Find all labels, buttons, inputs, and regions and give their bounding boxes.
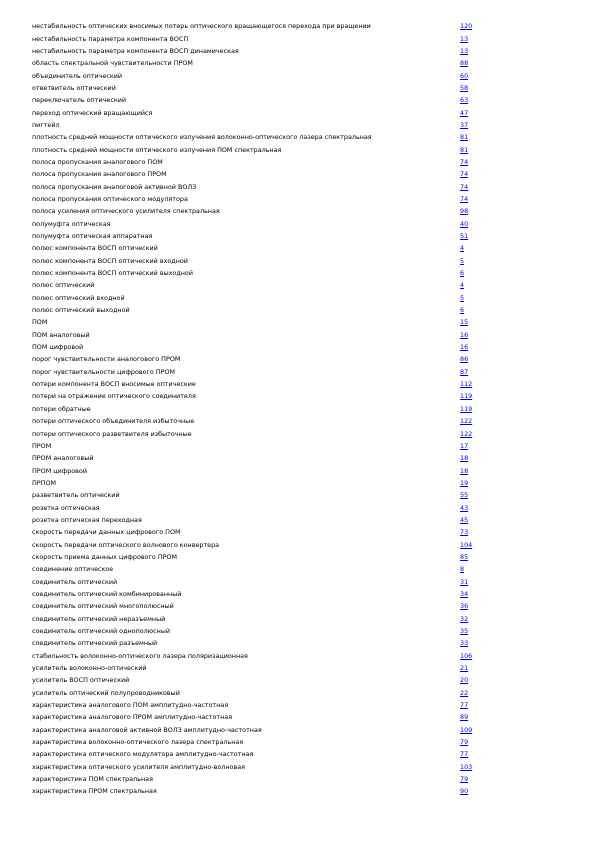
index-term: объединитель оптический	[32, 71, 123, 80]
index-entry	[32, 773, 492, 785]
index-term: полоса пропускания оптического модулятора	[32, 194, 188, 203]
index-list	[32, 20, 492, 798]
page-link[interactable]: 58	[460, 83, 469, 92]
index-entry	[32, 674, 492, 686]
index-term: полюс компонента ВОСП оптический входной	[32, 256, 188, 265]
index-entry	[32, 785, 492, 797]
index-entry	[32, 477, 492, 489]
page-link[interactable]: 77	[460, 701, 469, 710]
page-link[interactable]: 43	[460, 503, 469, 512]
index-term: характеристика волоконно-оптического лазера спектральная	[32, 738, 244, 747]
index-entry	[32, 551, 492, 563]
page-link[interactable]: 35	[460, 627, 469, 636]
index-entry	[32, 193, 492, 205]
index-term: характеристика оптического усилителя амплитудно-волновая	[32, 762, 245, 771]
index-entry	[32, 538, 492, 550]
page-link[interactable]: 79	[460, 738, 469, 747]
index-entry	[32, 205, 492, 217]
index-entry	[32, 489, 492, 501]
page-link[interactable]: 13	[460, 46, 469, 55]
index-term: характеристика аналогового ПРОМ амплитудно-частотная	[32, 713, 233, 722]
page-link[interactable]: 16	[460, 330, 469, 339]
index-entry	[32, 588, 492, 600]
index-term: потери оптического объединителя избыточные	[32, 417, 195, 426]
page-link[interactable]: 21	[460, 664, 469, 673]
index-entry	[32, 625, 492, 637]
index-term: полюс оптический выходной	[32, 306, 130, 315]
index-term: соединитель оптический	[32, 577, 118, 586]
index-term: потери обратные	[32, 404, 91, 413]
page-link[interactable]: 18	[460, 466, 469, 475]
page-link[interactable]: 85	[460, 552, 469, 561]
index-term: ПРОМ	[32, 441, 52, 450]
index-entry	[32, 156, 492, 168]
index-term: характеристика оптического модулятора амплитудно-частотная	[32, 750, 254, 759]
index-entry	[32, 341, 492, 353]
index-entry	[32, 316, 492, 328]
page-link[interactable]: 119	[460, 392, 473, 401]
index-entry	[32, 69, 492, 81]
index-entry	[32, 440, 492, 452]
page-link[interactable]: 120	[460, 22, 473, 31]
index-entry	[32, 304, 492, 316]
index-entry	[32, 711, 492, 723]
page-link[interactable]: 16	[460, 343, 469, 352]
page-link[interactable]: 74	[460, 194, 469, 203]
index-term: полоса пропускания аналоговой активной ВОЛЗ	[32, 182, 197, 191]
index-term: характеристика ПРОМ спектральная	[32, 787, 157, 796]
index-term: нестабильность оптических вносимых потерь оптического вращающегося перехода при вращении	[32, 22, 371, 31]
index-entry	[32, 20, 492, 32]
index-entry	[32, 736, 492, 748]
page-link[interactable]: 55	[460, 491, 469, 500]
page-link[interactable]: 4	[460, 281, 465, 290]
index-term: полюс компонента ВОСП оптический	[32, 244, 158, 253]
index-term: стабильность волоконно-оптического лазера поляризационная	[32, 651, 248, 660]
index-term: плотность средней мощности оптического излучения волоконно-оптического лазера спектральная	[32, 133, 372, 142]
index-entry	[32, 45, 492, 57]
index-term: полюс оптический	[32, 281, 95, 290]
index-term: пигтейл	[32, 120, 60, 129]
page-link[interactable]: 45	[460, 515, 469, 524]
page-link[interactable]: 5	[460, 256, 465, 265]
index-entry	[32, 452, 492, 464]
index-entry	[32, 242, 492, 254]
page-link[interactable]: 86	[460, 355, 469, 364]
page-link[interactable]: 6	[460, 306, 465, 315]
index-term: потери оптического разветвителя избыточные	[32, 429, 192, 438]
index-entry	[32, 613, 492, 625]
index-term: ПРОМ аналоговый	[32, 454, 94, 463]
index-term: переход оптический вращающийся	[32, 108, 153, 117]
index-term: розетка оптическая переходная	[32, 515, 142, 524]
page-link[interactable]: 77	[460, 750, 469, 759]
index-entry	[32, 748, 492, 760]
index-term: усилитель ВОСП оптический	[32, 676, 130, 685]
index-term: соединитель оптический многополюсный	[32, 602, 174, 611]
page-link[interactable]: 36	[460, 602, 469, 611]
index-term: соединение оптическое	[32, 565, 114, 574]
index-entry	[32, 57, 492, 69]
index-entry	[32, 699, 492, 711]
index-entry	[32, 563, 492, 575]
page-link[interactable]: 74	[460, 170, 469, 179]
index-entry	[32, 279, 492, 291]
page-link[interactable]: 81	[460, 145, 469, 154]
index-term: ПОМ аналоговый	[32, 330, 90, 339]
index-entry	[32, 82, 492, 94]
index-entry	[32, 514, 492, 526]
index-term: полоса пропускания аналогового ПОМ	[32, 157, 163, 166]
index-term: полоса пропускания аналогового ПРОМ	[32, 170, 167, 179]
page-link[interactable]: 31	[460, 577, 469, 586]
page-link[interactable]: 47	[460, 108, 469, 117]
index-term: розетка оптическая	[32, 503, 100, 512]
index-term: усилитель оптический полупроводниковый	[32, 688, 180, 697]
index-entry	[32, 106, 492, 118]
page-link[interactable]: 98	[460, 207, 469, 216]
index-term: ПОМ	[32, 318, 48, 327]
page-link[interactable]: 18	[460, 454, 469, 463]
index-term: ПРПОМ	[32, 478, 57, 487]
page-link[interactable]: 5	[460, 293, 465, 302]
index-term: область спектральной чувствительности ПРОМ	[32, 59, 193, 68]
page-link[interactable]: 88	[460, 59, 469, 68]
index-entry	[32, 353, 492, 365]
index-entry	[32, 255, 492, 267]
index-term: потери компонента ВОСП вносимые оптические	[32, 380, 196, 389]
index-term: нестабильность параметра компонента ВОСП динамическая	[32, 46, 239, 55]
index-entry	[32, 329, 492, 341]
page-link[interactable]: 89	[460, 713, 469, 722]
index-term: потери на отражение оптического соединителя	[32, 392, 196, 401]
index-entry	[32, 180, 492, 192]
page-link[interactable]: 17	[460, 441, 469, 450]
index-entry	[32, 119, 492, 131]
index-entry	[32, 403, 492, 415]
index-term: нестабильность параметра компонента ВОСП	[32, 34, 189, 43]
index-term: полюс оптический входной	[32, 293, 125, 302]
index-term: характеристика аналогового ПОМ амплитудно-частотная	[32, 701, 229, 710]
index-entry	[32, 501, 492, 513]
page-link[interactable]: 33	[460, 639, 469, 648]
index-entry	[32, 94, 492, 106]
index-term: порог чувствительности цифрового ПРОМ	[32, 367, 176, 376]
index-entry	[32, 600, 492, 612]
page-link[interactable]: 32	[460, 614, 469, 623]
index-term: характеристика ПОМ спектральная	[32, 775, 153, 784]
page-link[interactable]: 8	[460, 565, 465, 574]
index-entry	[32, 526, 492, 538]
page-link[interactable]: 22	[460, 688, 469, 697]
index-entry	[32, 230, 492, 242]
index-entry	[32, 637, 492, 649]
page-link[interactable]: 106	[460, 651, 473, 660]
index-term: ответвитель оптический	[32, 83, 116, 92]
page-link[interactable]: 122	[460, 417, 473, 426]
index-term: полумуфта оптическая аппаратная	[32, 232, 153, 241]
page-link[interactable]: 112	[460, 380, 473, 389]
index-term: характеристика аналоговой активной ВОЛЗ амплитудно-частотная	[32, 725, 262, 734]
page-link[interactable]: 34	[460, 589, 469, 598]
page-link[interactable]: 81	[460, 133, 469, 142]
page-link[interactable]: 87	[460, 367, 469, 376]
page-link[interactable]: 109	[460, 725, 473, 734]
index-entry	[32, 131, 492, 143]
index-term: ПОМ цифровой	[32, 343, 84, 352]
index-term: порог чувствительности аналогового ПРОМ	[32, 355, 181, 364]
index-entry	[32, 662, 492, 674]
index-entry	[32, 168, 492, 180]
page-link[interactable]: 4	[460, 244, 465, 253]
index-entry	[32, 427, 492, 439]
index-entry	[32, 761, 492, 773]
page-link[interactable]: 60	[460, 71, 469, 80]
page-link[interactable]: 15	[460, 318, 469, 327]
page-link[interactable]: 51	[460, 232, 469, 241]
index-entry	[32, 143, 492, 155]
index-term: полюс компонента ВОСП оптический выходной	[32, 269, 193, 278]
index-term: соединитель оптический неразъемный	[32, 614, 166, 623]
index-term: полумуфта оптическая	[32, 219, 111, 228]
page-link[interactable]: 19	[460, 478, 469, 487]
page-link[interactable]: 74	[460, 182, 469, 191]
index-term: соединитель оптический однополюсный	[32, 627, 171, 636]
page-link[interactable]: 40	[460, 219, 469, 228]
index-entry	[32, 575, 492, 587]
index-term: скорость передачи данных цифрового ПОМ	[32, 528, 181, 537]
page-link[interactable]: 104	[460, 540, 473, 549]
page-link[interactable]: 37	[460, 120, 469, 129]
index-entry	[32, 415, 492, 427]
page-link[interactable]: 119	[460, 404, 473, 413]
page-link[interactable]: 20	[460, 676, 469, 685]
index-term: плотность средней мощности оптического излучения ПОМ спектральная	[32, 145, 282, 154]
index-entry	[32, 218, 492, 230]
index-term: усилитель волоконно-оптический	[32, 664, 147, 673]
index-term: скорость передачи оптического волнового конвертера	[32, 540, 220, 549]
index-entry	[32, 292, 492, 304]
page-link[interactable]: 90	[460, 787, 469, 796]
index-term: полоса усиления оптического усилителя спектральная	[32, 207, 220, 216]
page-link[interactable]: 13	[460, 34, 469, 43]
index-entry	[32, 378, 492, 390]
index-entry	[32, 390, 492, 402]
index-entry	[32, 724, 492, 736]
page-link[interactable]: 79	[460, 775, 469, 784]
index-entry	[32, 650, 492, 662]
page-link[interactable]: 103	[460, 762, 473, 771]
index-entry	[32, 366, 492, 378]
page-link[interactable]: 74	[460, 157, 469, 166]
page-link[interactable]: 122	[460, 429, 473, 438]
index-term: разветвитель оптический	[32, 491, 120, 500]
index-term: соединитель оптический разъемный	[32, 639, 158, 648]
index-term: скорость приема данных цифрового ПРОМ	[32, 552, 178, 561]
page-link[interactable]: 6	[460, 269, 465, 278]
index-entry	[32, 464, 492, 476]
index-entry	[32, 32, 492, 44]
page-link[interactable]: 63	[460, 96, 469, 105]
index-entry	[32, 687, 492, 699]
index-term: соединитель оптический комбинированный	[32, 589, 182, 598]
index-term: переключатель оптический	[32, 96, 127, 105]
index-entry	[32, 267, 492, 279]
index-term: ПРОМ цифровой	[32, 466, 87, 475]
page-link[interactable]: 73	[460, 528, 469, 537]
